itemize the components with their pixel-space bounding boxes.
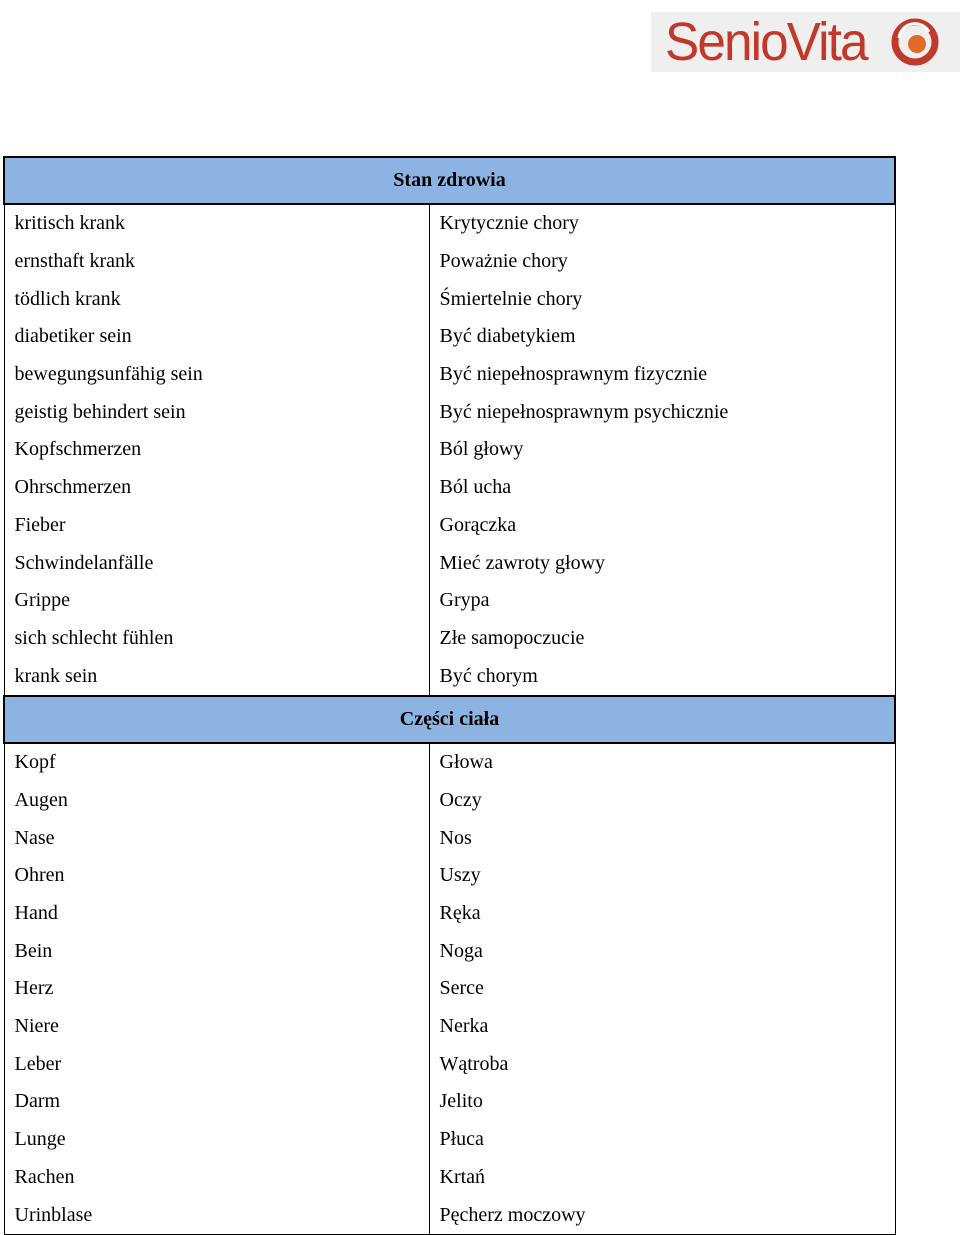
polish-term: Być chorym <box>429 657 895 696</box>
polish-term: Krtań <box>429 1159 895 1197</box>
logo-wordmark: SenioVita <box>665 12 867 72</box>
german-term: Kopf <box>4 743 429 782</box>
german-term: Rachen <box>4 1159 429 1197</box>
polish-term: Być diabetykiem <box>429 318 895 356</box>
polish-term: Uszy <box>429 857 895 895</box>
polish-term: Głowa <box>429 743 895 782</box>
polish-term: Być niepełnosprawnym psychicznie <box>429 393 895 431</box>
polish-term: Nerka <box>429 1008 895 1046</box>
german-term: Augen <box>4 782 429 820</box>
german-term: Bein <box>4 932 429 970</box>
polish-term: Nos <box>429 819 895 857</box>
polish-term: Krytycznie chory <box>429 204 895 243</box>
german-term: krank sein <box>4 657 429 696</box>
table-row <box>4 243 895 281</box>
table-row <box>4 932 895 970</box>
german-term: Kopfschmerzen <box>4 431 429 469</box>
german-term: diabetiker sein <box>4 318 429 356</box>
table-row <box>4 1045 895 1083</box>
german-term: Herz <box>4 970 429 1008</box>
polish-term: Jelito <box>429 1083 895 1121</box>
table-row <box>4 620 895 658</box>
table-row <box>4 657 895 696</box>
german-term: Ohren <box>4 857 429 895</box>
polish-term: Ból głowy <box>429 431 895 469</box>
table-row <box>4 431 895 469</box>
polish-term: Śmiertelnie chory <box>429 280 895 318</box>
table-row <box>4 582 895 620</box>
vocabulary-table <box>3 156 896 1235</box>
german-term: sich schlecht fühlen <box>4 620 429 658</box>
german-term: Leber <box>4 1045 429 1083</box>
table-row <box>4 1159 895 1197</box>
table-row <box>4 204 895 243</box>
table-row <box>4 280 895 318</box>
polish-term: Mieć zawroty głowy <box>429 544 895 582</box>
table-row <box>4 544 895 582</box>
seniovita-logo <box>651 12 960 72</box>
polish-term: Ból ucha <box>429 469 895 507</box>
german-term: ernsthaft krank <box>4 243 429 281</box>
table-row <box>4 469 895 507</box>
table-row <box>4 857 895 895</box>
german-term: Darm <box>4 1083 429 1121</box>
table-row <box>4 1196 895 1234</box>
table-row <box>4 895 895 933</box>
polish-term: Poważnie chory <box>429 243 895 281</box>
german-term: Niere <box>4 1008 429 1046</box>
table-row <box>4 743 895 782</box>
german-term: Urinblase <box>4 1196 429 1234</box>
german-term: Grippe <box>4 582 429 620</box>
german-term: Nase <box>4 819 429 857</box>
table-row <box>4 356 895 394</box>
polish-term: Serce <box>429 970 895 1008</box>
table-row <box>4 970 895 1008</box>
section-title: Stan zdrowia <box>4 157 895 204</box>
section-header-row <box>4 696 895 743</box>
table-row <box>4 393 895 431</box>
table-row <box>4 507 895 545</box>
table-row <box>4 1083 895 1121</box>
german-term: bewegungsunfähig sein <box>4 356 429 394</box>
polish-term: Być niepełnosprawnym fizycznie <box>429 356 895 394</box>
german-term: Fieber <box>4 507 429 545</box>
german-term: geistig behindert sein <box>4 393 429 431</box>
german-term: Lunge <box>4 1121 429 1159</box>
german-term: Schwindelanfälle <box>4 544 429 582</box>
polish-term: Wątroba <box>429 1045 895 1083</box>
polish-term: Płuca <box>429 1121 895 1159</box>
section-title: Części ciała <box>4 696 895 743</box>
table-row <box>4 819 895 857</box>
polish-term: Pęcherz moczowy <box>429 1196 895 1234</box>
vocabulary-table-body <box>4 157 895 1234</box>
table-row <box>4 782 895 820</box>
german-term: kritisch krank <box>4 204 429 243</box>
table-row <box>4 318 895 356</box>
section-header-row <box>4 157 895 204</box>
german-term: tödlich krank <box>4 280 429 318</box>
polish-term: Grypa <box>429 582 895 620</box>
german-term: Hand <box>4 895 429 933</box>
german-term: Ohrschmerzen <box>4 469 429 507</box>
polish-term: Gorączka <box>429 507 895 545</box>
polish-term: Oczy <box>429 782 895 820</box>
polish-term: Noga <box>429 932 895 970</box>
table-row <box>4 1121 895 1159</box>
logo-swirl-icon <box>891 18 939 66</box>
polish-term: Ręka <box>429 895 895 933</box>
polish-term: Złe samopoczucie <box>429 620 895 658</box>
table-row <box>4 1008 895 1046</box>
